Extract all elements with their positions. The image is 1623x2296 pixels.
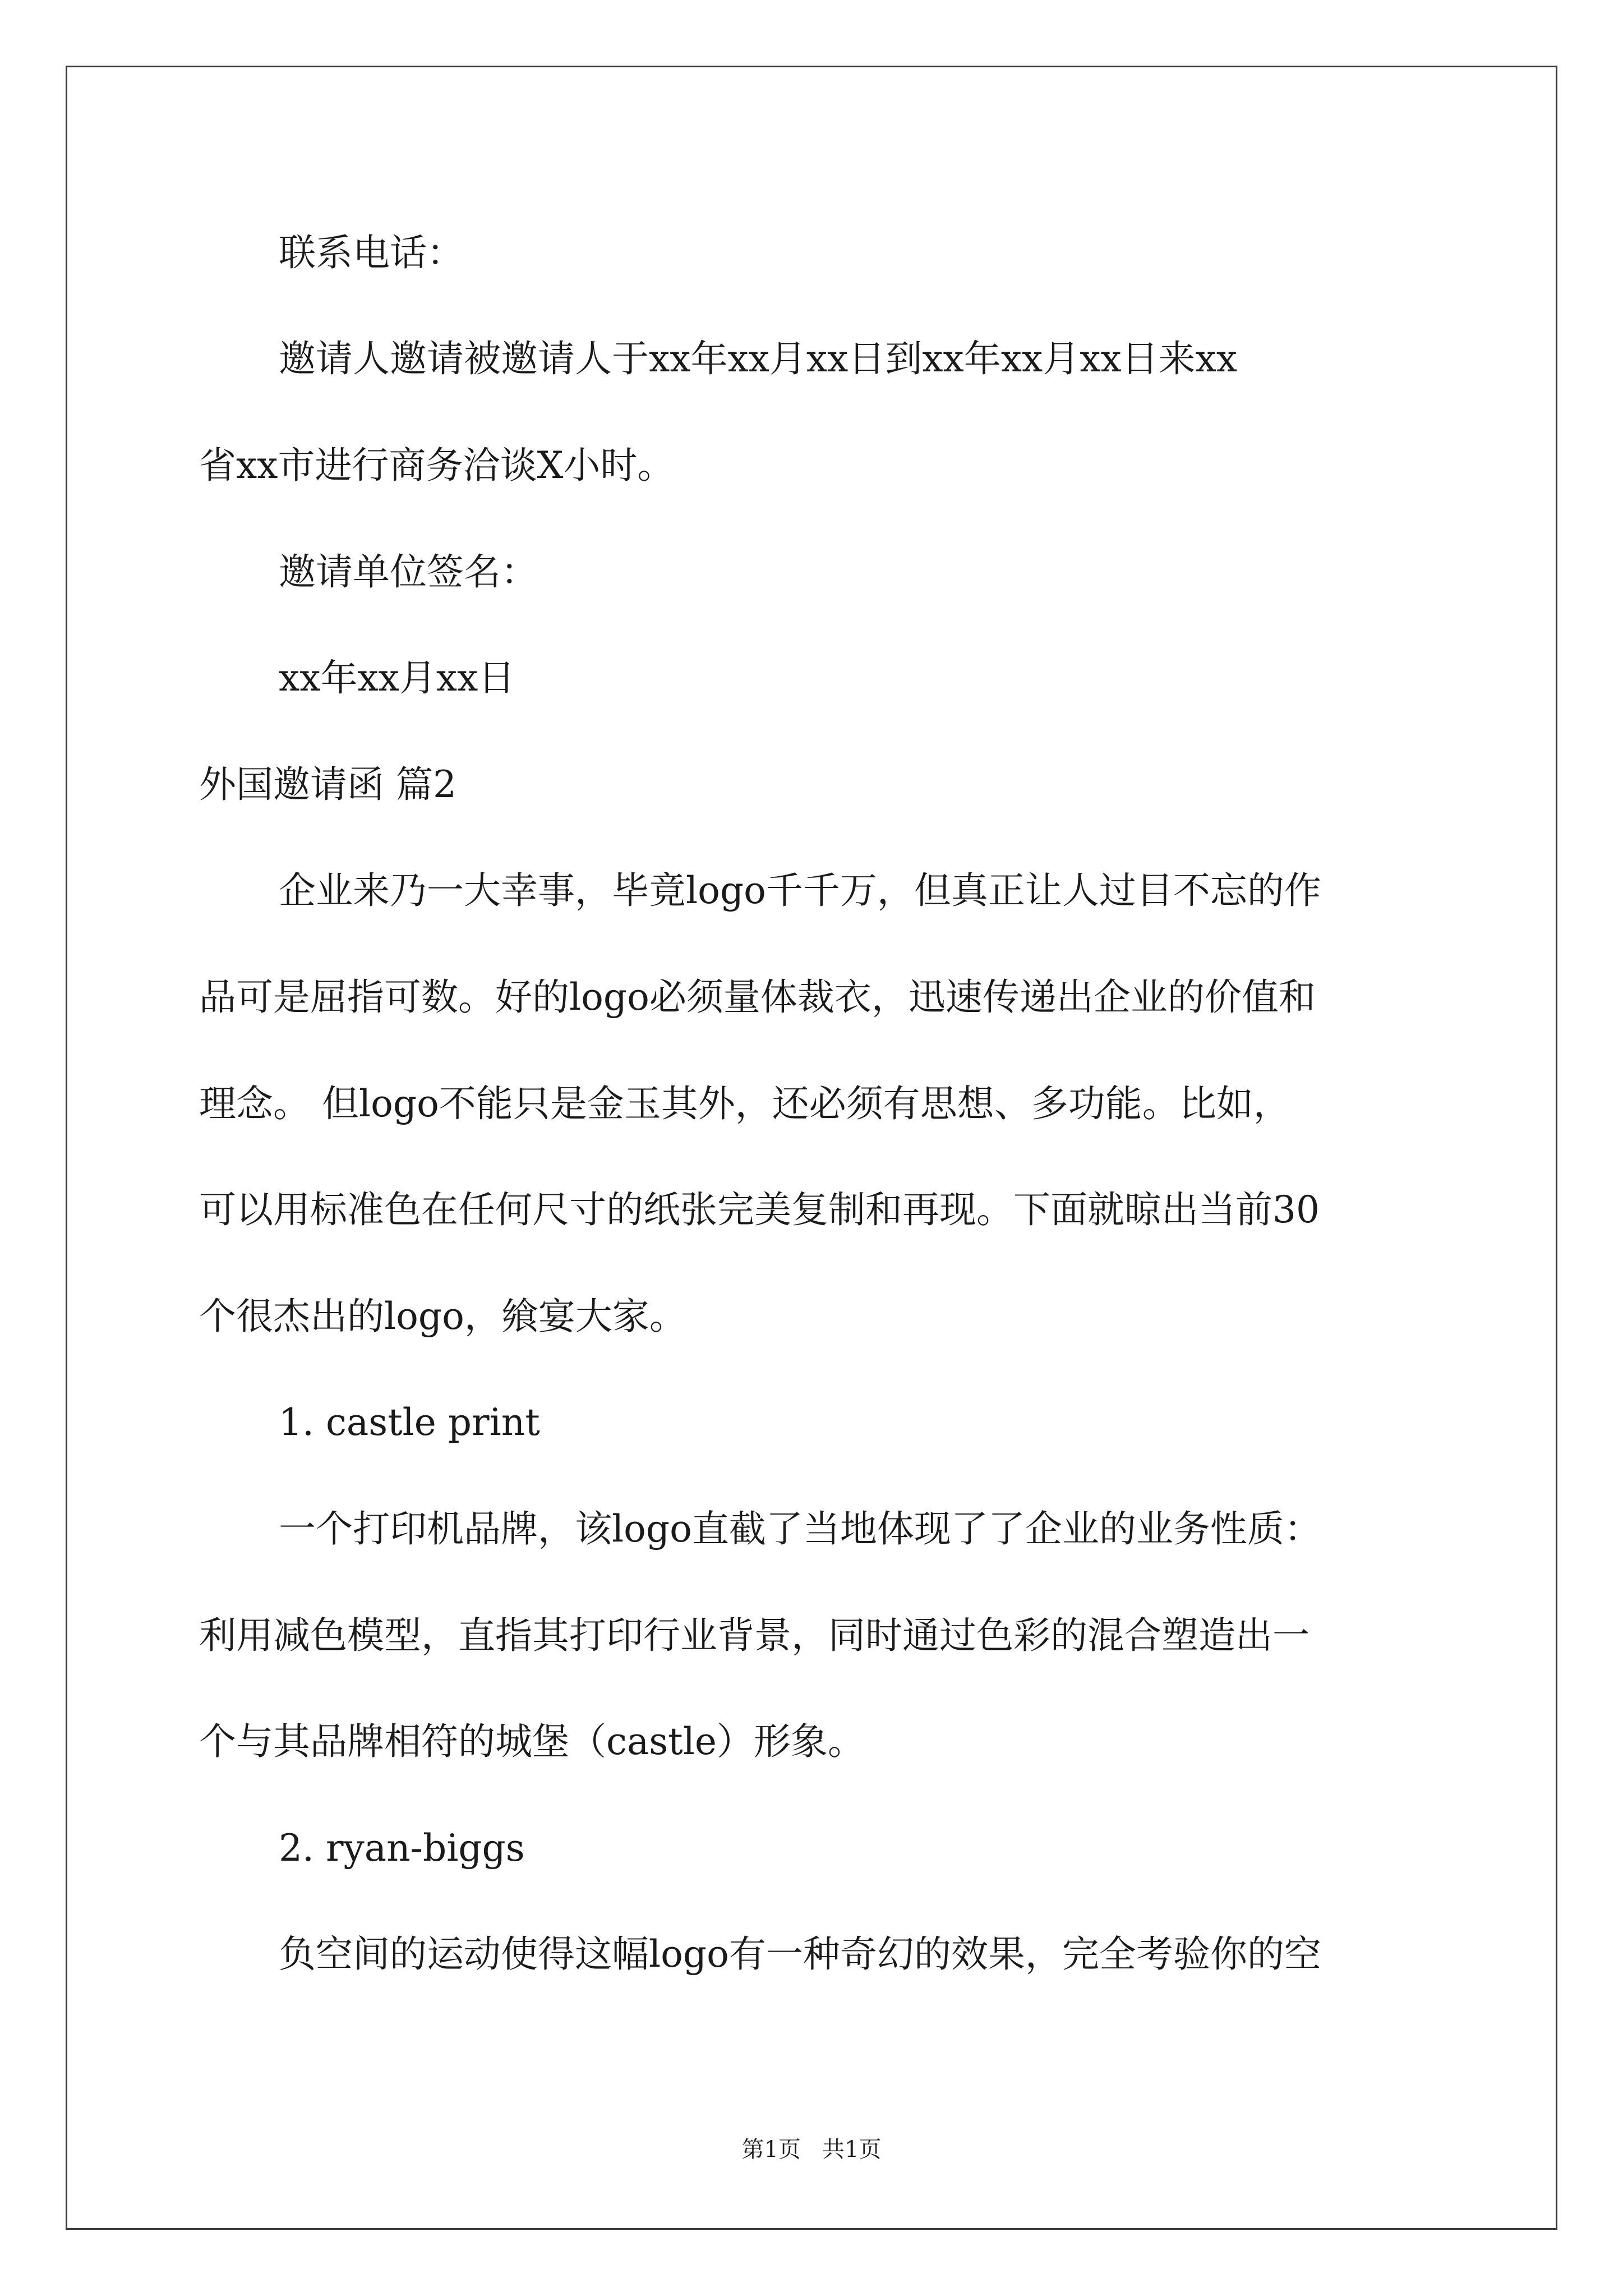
section-heading: 外国邀请函 篇2 [199,763,457,806]
body-paragraph-line: 利用减色模型，直指其打印行业背景，同时通过色彩的混合塑造出一 [199,1614,1310,1657]
body-paragraph-line: 邀请人邀请被邀请人于xx年xx月xx日到xx年xx月xx日来xx [279,337,1238,380]
body-paragraph-line: 企业来乃一大幸事，毕竟logo千千万，但真正让人过目不忘的作 [279,869,1321,912]
body-paragraph-line: 可以用标准色在任何尺寸的纸张完美复制和再现。下面就晾出当前30 [199,1188,1320,1231]
body-paragraph-line: 个很杰出的logo，飨宴大家。 [199,1295,686,1338]
body-paragraph-line: 品可是屈指可数。好的logo必须量体裁衣，迅速传递出企业的价值和 [199,976,1316,1019]
list-item-heading: 1. castle print [279,1401,540,1444]
signature-label: 邀请单位签名： [279,550,538,593]
body-paragraph-line: 个与其品牌相符的城堡（castle）形象。 [199,1720,865,1763]
body-paragraph-line: 一个打印机品牌，该logo直截了当地体现了了企业的业务性质： [279,1507,1321,1550]
body-paragraph-line: 省xx市进行商务洽谈X小时。 [199,444,675,487]
page-border [66,66,1557,2230]
page-number-footer: 第1页 共1页 [741,2137,882,2162]
body-paragraph-line: 理念。 但logo不能只是金玉其外，还必须有思想、多功能。比如， [199,1082,1290,1125]
body-paragraph-line: 负空间的运动使得这幅logo有一种奇幻的效果，完全考验你的空 [279,1932,1321,1976]
list-item-heading: 2. ryan-biggs [279,1826,525,1870]
date-line: xx年xx月xx日 [279,656,515,700]
contact-phone-label: 联系电话： [279,231,464,274]
